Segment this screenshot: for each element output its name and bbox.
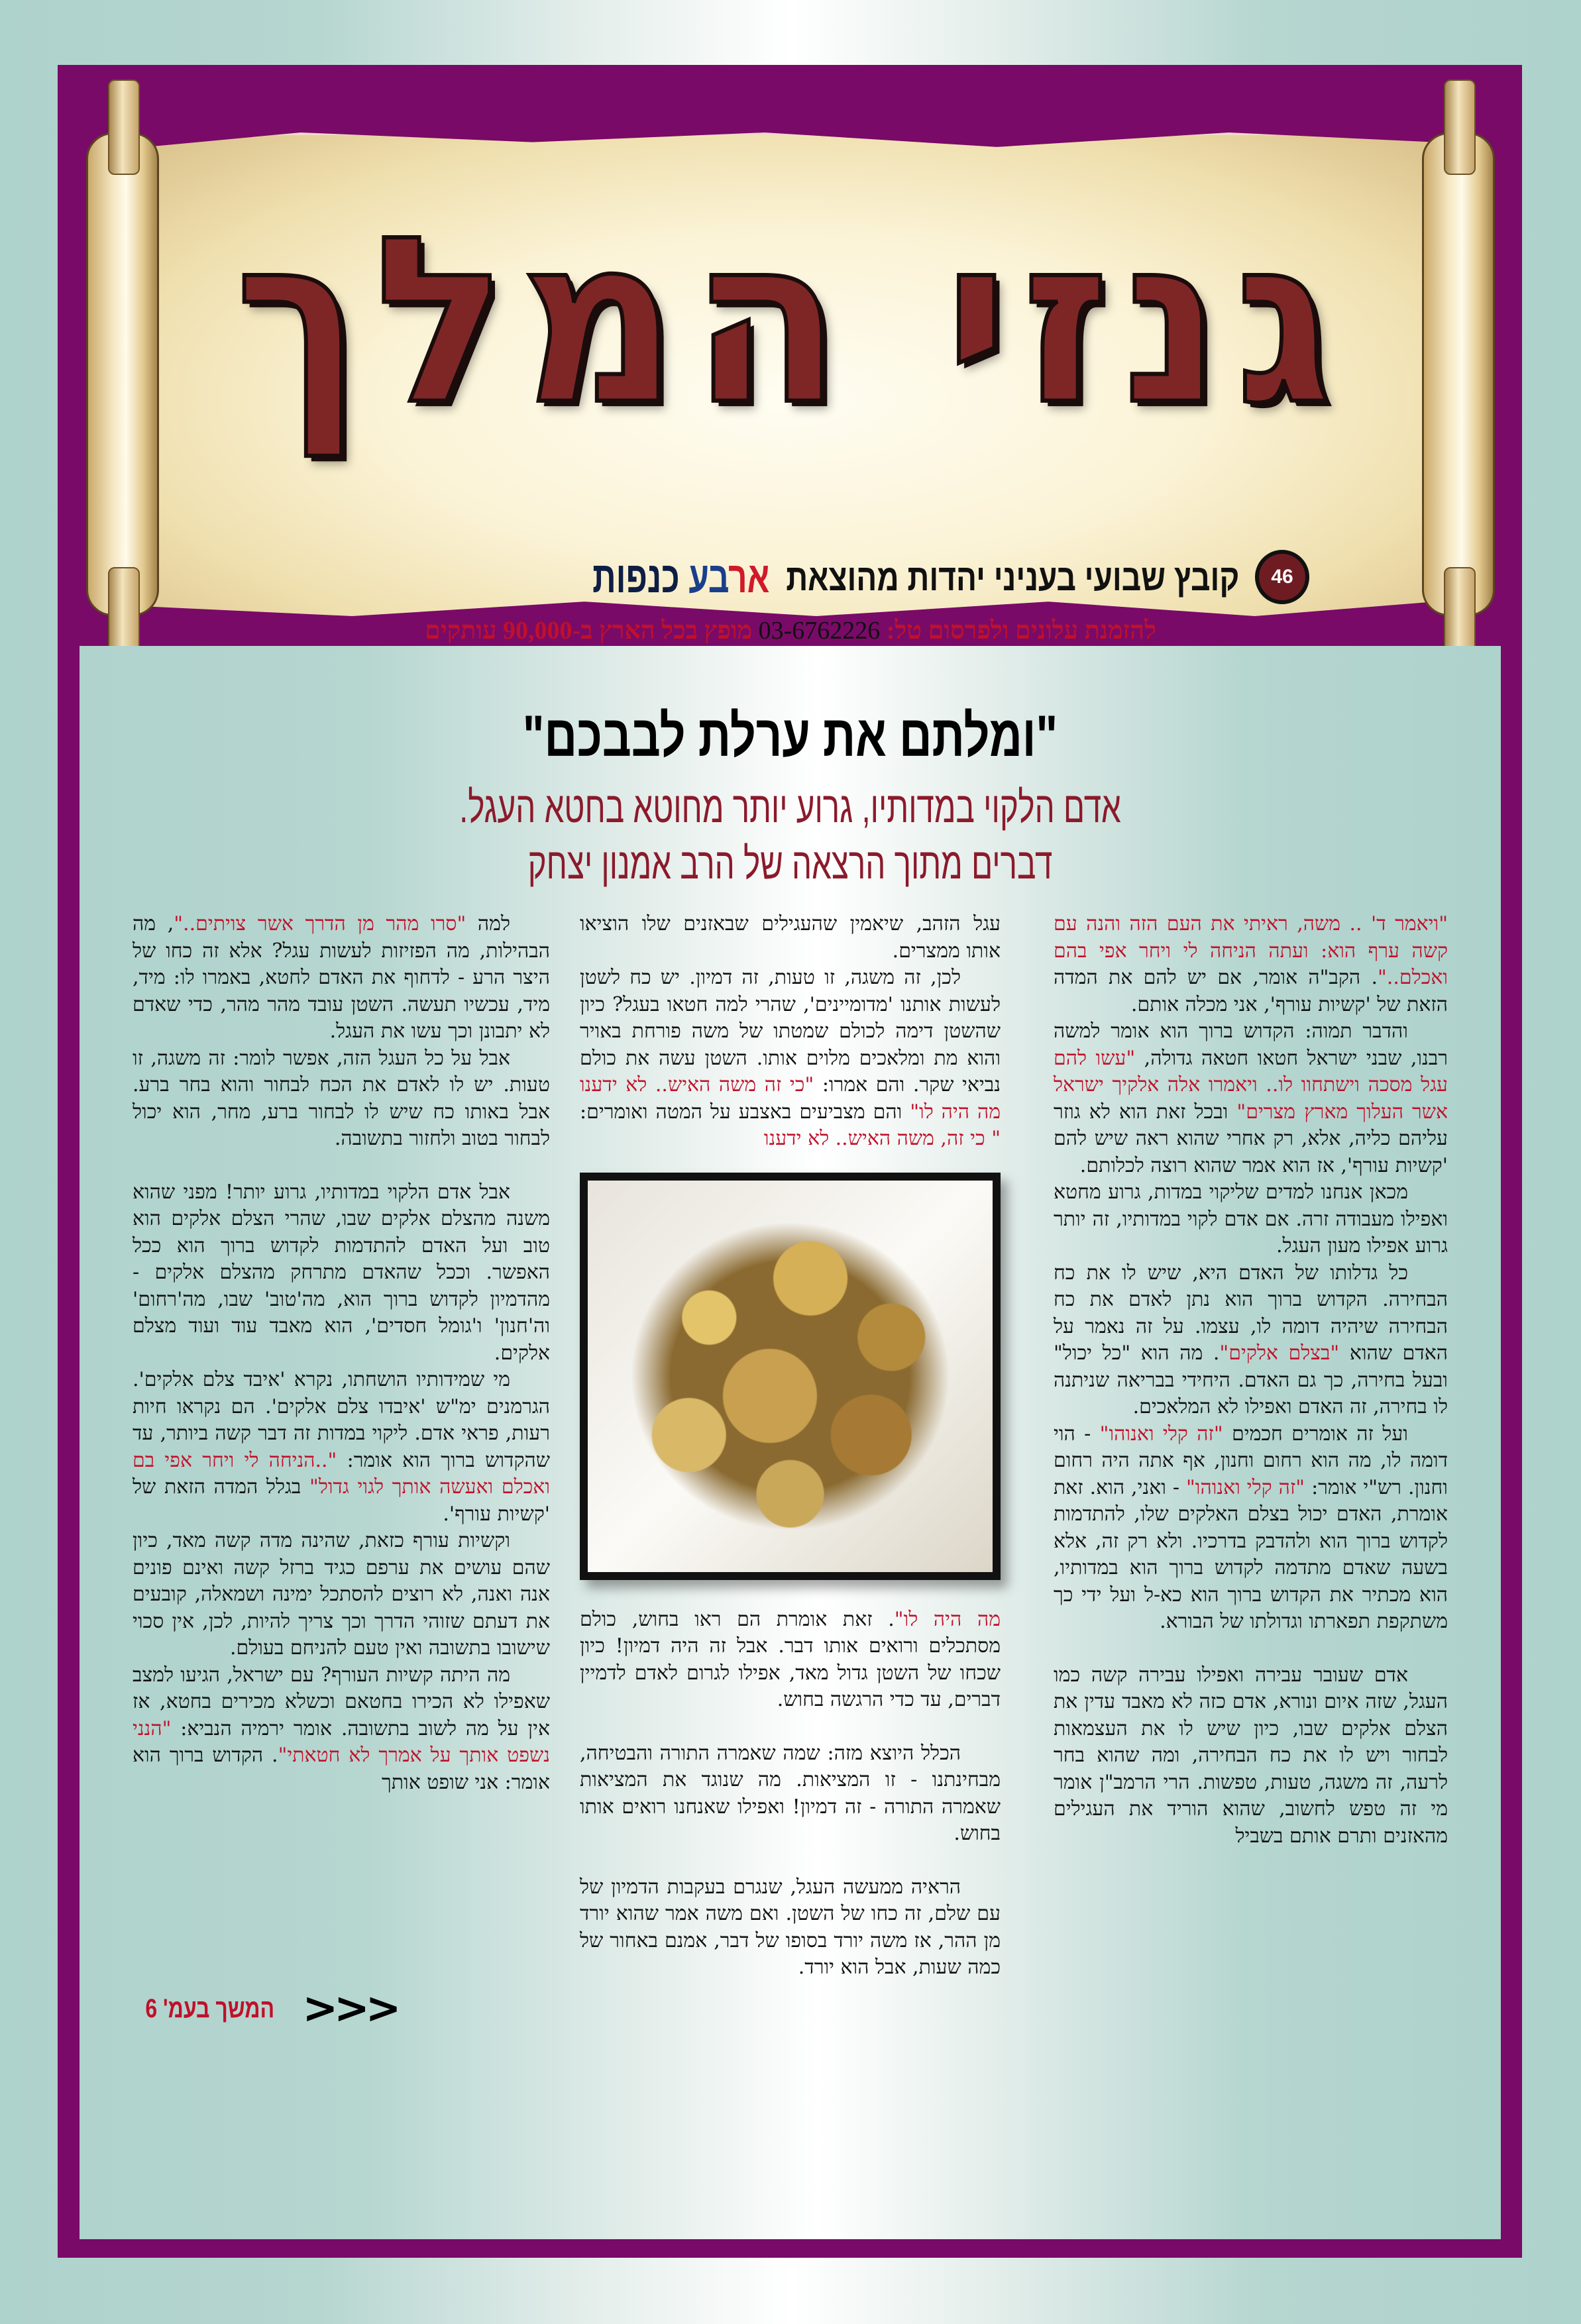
body-text: מה היתה קשיות העורף? עם ישראל, הגיעו למצב שאפילו לא הכירו בחטאם וכשלא מכירים בחטא, אז אין על מה לשוב בתשובה. אומר ירמיה הנביא: <box>133 1663 550 1740</box>
body-text: אבל על כל העגל הזה, אפשר לומר: זה משגה, זו טעות. יש לו לאדם את הכח לבחור והוא בחר ברע. אבל באותו כח שיש לו לבחור ברע, מחר, הוא יכול לבחור בטוב ולחזור בתשובה. <box>133 1046 550 1150</box>
contact-prefix: להזמנת עלונים ולפרסום טל: <box>880 617 1156 645</box>
body-text: . מה הוא "כל יכול" ובעל בחירה, כך גם האדם. היחידי בבריאה שניתנה לו בחירה, זה האדם ואפילו לא המלאכים. <box>1054 1342 1448 1418</box>
quote-highlight: "עשו להם עגל מסכה וישתחוו לו.. ויאמרו אלה אלקיך ישראל אשר העלוך מארץ מצרים" <box>1054 1046 1448 1124</box>
column-middle-top <box>580 911 1001 1153</box>
contact-line <box>73 616 1508 645</box>
body-text: . הקב"ה אומר, אם יש להם את המדה הזאת של 'קשיות עורף', אני מכלה אותם. <box>1054 966 1448 1016</box>
paragraph <box>133 1528 550 1662</box>
publisher-logo <box>592 552 769 602</box>
tagline: קובץ שבועי בעניני יהדות מהוצאת <box>785 556 1239 598</box>
body-text: מכאן אנחנו למדים שליקוי במדות, גרוע מחטא ואפילו מעבודה זרה. אם אדם לקוי במדותיו, זה יותר גרוע אפילו מעון העגל. <box>1054 1181 1448 1257</box>
body-text: ובכל זאת הוא לא גוזר עליהם כליה, אלא, רק אחרי שהוא ראה שיש להם 'קשיות עורף', אז הוא אמר שהוא רוצה לכלותם. <box>1054 1100 1448 1177</box>
column-middle-bottom <box>580 1607 1001 1981</box>
body-text: למה <box>466 912 510 935</box>
paragraph <box>580 965 1001 1153</box>
article-panel <box>80 646 1501 2239</box>
paragraph <box>133 1662 550 1797</box>
quote-highlight: "ויאמר ד' .. משה, ראיתי את העם הזה והנה עם קשה ערף הוא: ועתה הניחה לי ויחר אפי בהם ואכלם.." <box>1054 912 1448 989</box>
body-text: הראיה ממעשה העגל, שנגרם בעקבות הדמיון של עם שלם, זה כחו של השטן. ואם משה אמר שהוא יורד מן ההר, אז משה יורד בסופו של דבר, אמנם באחור של כמה שעות, אבל הוא יורד. <box>580 1875 1001 1979</box>
paragraph <box>580 1874 1001 1981</box>
article-subtitle-2: דברים מתוך הרצאה של הרב אמנון יצחק <box>527 839 1053 888</box>
body-text: והדבר תמוה: הקדוש ברוך הוא אומר למשה רבנו, שבני ישראל חטאו חטאה גדולה, <box>1054 1020 1448 1070</box>
paragraph <box>133 1045 550 1153</box>
logo-part-2: בע <box>679 553 730 602</box>
body-text: . הקדוש ברוך הוא אומר: אני שופט אותך <box>133 1744 550 1794</box>
body-text: בגלל המדה הזאת של 'קשיות עורף'. <box>133 1475 550 1526</box>
body-text: - הוי דומה לו, מה הוא רחום וחנון, אף אתה היה רחום וחנון. רש"י אומר: <box>1054 1422 1448 1499</box>
column-middle <box>580 911 1001 1981</box>
quote-highlight: "כי זה משה האיש.. לא ידענו מה היה לו" <box>580 1073 1001 1124</box>
masthead-title: גנזי המלך <box>235 187 1346 455</box>
quote-highlight: "זה קלי ואנוהו" <box>1185 1475 1305 1499</box>
gold-rings-photo <box>580 1173 1001 1580</box>
continued-note[interactable] <box>129 1984 397 2033</box>
phone-number: 03-6762226 <box>758 617 881 645</box>
quote-highlight: " כי זה, משה האיש.. לא ידענו <box>763 1127 1001 1150</box>
quote-highlight: מה היה לו" <box>894 1607 1001 1631</box>
quote-highlight: "הנני נשפט אותך על אמרך לא חטאתי" <box>133 1717 550 1767</box>
body-text: . זאת אומרת הם ראו בחוש, כולם מסתכלים ורואים אותו דבר. אבל זה היה דמיון! כיון שכחו של השטן גדול מאד, אפילו לגרום לאדם לדמיין דברים, עד כדי הרגשה בחוש. <box>580 1607 1001 1711</box>
quote-highlight: "בצלם אלקים" <box>1219 1342 1340 1365</box>
paragraph <box>580 1740 1001 1848</box>
body-text: - ואני, הוא. זאת אומרת, האדם יכול בצלם האלקים שלו, להתדמות לקדוש ברוך הוא ולהדבק בדרכיו. ולא רק זה, אלא בשעה שאדם מתדמה לקדוש ברוך הוא במדותיו, הוא מכתיר את הקדוש ברוך הוא כא-ל ועל ידי כך משתקפת תפארתו וגדולתו של הבורא. <box>1054 1475 1448 1633</box>
logo-part-3: כנפות <box>592 553 680 602</box>
body-text: והם מצביעים באצבע על המטה ואומרים: <box>580 1100 910 1124</box>
masthead-scroll <box>73 86 1508 643</box>
body-text: כל גדלותו של האדם היא, שיש לו את כח הבחירה. הקדוש ברוך הוא נתן לאדם את כח הבחירה שיהיה דומה לו, עצמו. על זה נאמר על האדם שהוא <box>1054 1261 1448 1365</box>
paragraph <box>1054 1662 1448 1850</box>
article-subtitle-1: אדם הלקוי במדותיו, גרוע יותר מחוטא בחטא העגל. <box>459 782 1121 831</box>
distribution-info: מופץ בכל הארץ ב-90,000 עותקים <box>425 617 759 645</box>
body-text: אדם שעובר עבירה ואפילו עבירה קשה כמו העגל, שזה איום ונורא, אדם כזה לא מאבד עדין את הצלם אלקים שבו, כיון שיש לו את העצמאות לבחור ויש לו את כח הבחירה, ומה שהוא בחר לרעה, זה משגה, טעות, טפשות. הרי הרמב"ן אומר מי זה טפש לחשוב, שהוא הוריד את העגילים מהאזנים ותרם אותם בשביל <box>1054 1663 1448 1848</box>
quote-highlight: "..הניחה לי ויחר אפי בם ואכלם ואעשה אותך לגוי גדול" <box>133 1448 550 1499</box>
body-text: עגל הזהב, שיאמין שהעגילים שבאזנים שלו הוציאו אותו ממצרים. <box>580 912 1001 963</box>
body-text: הכלל היוצא מזה: שמה שאמרה התורה והבטיחה, מבחינתנו - זו המציאות. מה שנוגד את המציאות שאמרה התורה - זה דמיון! ואפילו שאנחנו רואים אותו בחוש. <box>580 1741 1001 1845</box>
body-text: , מה הבהילות, מה הפזיזות לעשות עגל? אלא זה כחו של היצר הרע - לדחוף את האדם לחטא, באמרו לו: מיד, מיד, עכשיו תעשה. השטן עובד מהר מהר, כדי שאדם לא יתבונן וכך עשו את העגל. <box>133 912 550 1043</box>
quote-highlight: "זה קלי ואנוהו" <box>1099 1422 1223 1446</box>
logo-part-1: אר <box>729 553 770 602</box>
body-text: אבל אדם הלקוי במדותיו, גרוע יותר! מפני שהוא משנה מהצלם אלקים שבו, שהרי הצלם אלקים הוא טוב ועל האדם להתדמות לקדוש ברוך הוא ככל האפשר. וככל שהאדם מתרחק מהצלם אלקים - מהדמיון לקדוש ברוך הוא, מה'טוב' שבו, מה'רחום' וה'חנון' ו'גומל חסדים', הוא מאבד עוד ועוד מצלם אלקים. <box>133 1180 550 1365</box>
paragraph <box>1054 1018 1448 1179</box>
paragraph <box>1054 1260 1448 1421</box>
paragraph <box>133 911 550 1045</box>
arrows-left-icon: <<< <box>302 1984 398 2033</box>
paragraph <box>580 1607 1001 1714</box>
body-text: לכן, זה משגה, זו טעות, זה דמיון. יש כח לשטן לעשות אותנו 'מדומיינים', שהרי למה חטאו בעגל? כיון שהשטן דימה לכולם שמטתו של משה פורחת באויר והוא מת ומלאכים מלוים אותו. השטן עשה את כולם נביאי שקר. והם אמרו: <box>580 966 1001 1096</box>
body-text: מי שמידותיו הושחתו, נקרא 'איבד צלם אלקים'. הגרמנים ימ"ש 'איבדו צלם אלקים'. הם נקראו חיות רעות, פראי אדם. ליקוי במדות זה דבר קשה ביותר, עד שהקדוש ברוך הוא אומר: <box>133 1368 550 1472</box>
article-title: "ומלתם את ערלת לבבכם" <box>522 703 1058 768</box>
continued-label: המשך בעמ' 6 <box>145 1993 275 2023</box>
paragraph <box>133 1367 550 1528</box>
paragraph <box>133 1179 550 1367</box>
column-left <box>133 911 550 1796</box>
quote-highlight: "סרו מהר מן הדרך אשר צויתים.." <box>174 912 466 935</box>
paragraph <box>1054 1179 1448 1260</box>
issue-badge: 46 <box>1255 550 1309 604</box>
tagline-row <box>444 550 1309 604</box>
paragraph <box>1054 1421 1448 1636</box>
paragraph <box>580 911 1001 965</box>
body-text: ועל זה אומרים חכמים <box>1223 1422 1408 1446</box>
paragraph <box>1054 911 1448 1018</box>
body-text: וקשיות עורף כזאת, שהינה מדה קשה מאד, כיון שהם עושים את ערפם כגיד ברזל קשה ואינם פונים אנה ואנה, לא רוצים להסתכל ימינה ושמאלה, קובעים את דעתם שזוהי הדרך וכך צריך להיות, לכן, אין סכוי שישובו בתשובה ואין טעם להניחם בעולם. <box>133 1529 550 1660</box>
column-right <box>1054 911 1448 1850</box>
